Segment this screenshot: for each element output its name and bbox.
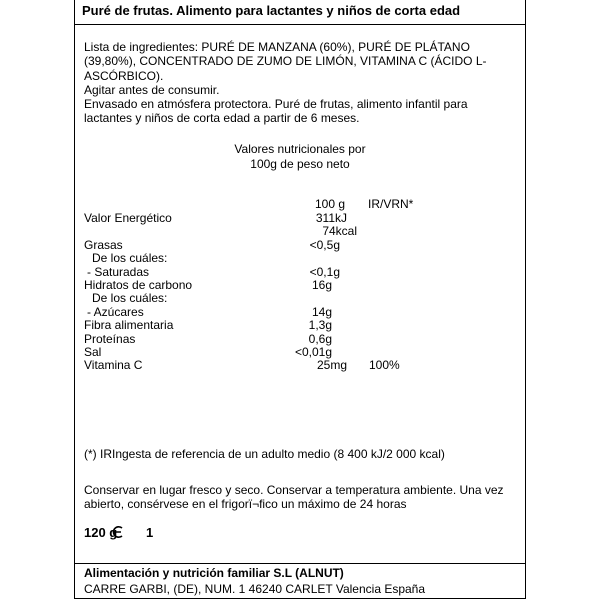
nutrient-label: De los cuáles: — [92, 291, 168, 306]
nutrient-value: 25mg — [316, 358, 347, 373]
nutrient-label: Fibra alimentaria — [84, 318, 174, 333]
nutrient-value: 0,6g — [308, 331, 332, 346]
unit-count: 1 — [146, 525, 154, 540]
column-ir-vrn: IR/VRN* — [368, 197, 414, 211]
nutrient-value: <0,5g — [309, 237, 340, 252]
column-100g: 100 g — [315, 197, 346, 211]
nutrient-value: 1,3g — [308, 318, 332, 333]
nutrition-header-line1: Valores nutricionales por — [234, 142, 366, 156]
nutrient-percent: 100% — [369, 358, 400, 373]
footnote: (*) IRIngesta de referencia de un adulto medio (8 400 kJ/2 000 kcal) — [84, 447, 445, 461]
nutrient-value: 14g — [311, 304, 332, 319]
ingredients-text: Lista de ingredientes: PURÉ DE MANZANA (60%), PURÉ DE PLÁTANO (39,80%), CONCENTRADO DE ZUMO DE LIMÓN, VITAMINA C (ÁCIDO L-ASCÓRBICO). — [84, 40, 487, 83]
nutrient-value: <0,01g — [294, 345, 332, 359]
nutrient-label: Grasas — [84, 237, 123, 252]
nutrient-value: 74kcal — [322, 224, 357, 239]
nutrient-value: 16g — [311, 278, 332, 292]
nutrient-label: - Saturadas — [87, 264, 150, 279]
nutrient-label: Vitamina C — [84, 358, 143, 373]
nutrient-label: De los cuáles: — [92, 251, 168, 266]
nutrient-label: Proteínas — [84, 331, 136, 346]
shake-instruction: Agitar antes de consumir. — [84, 83, 220, 97]
company-address: CARRE GARBI, (DE), NUM. 1 46240 CARLET Valencia España — [84, 582, 426, 596]
packaging-note: Envasado en atmósfera protectora. Puré de frutas, alimento infantil para lactantes y niños de corta edad a partir de 6 meses. — [84, 97, 468, 126]
company-name: Alimentación y nutrición familiar S.L (ALNUT) — [84, 566, 344, 580]
footer-divider — [74, 563, 526, 564]
nutrition-header-line2: 100g de peso neto — [250, 157, 350, 171]
nutrient-label: Hidratos de carbono — [84, 278, 193, 292]
net-weight: 120 g — [84, 525, 118, 540]
product-title: Puré de frutas. Alimento para lactantes y niños de corta edad — [82, 3, 461, 18]
title-divider — [74, 24, 526, 25]
nutrient-label: Sal — [84, 345, 102, 359]
nutrient-value: <0,1g — [309, 264, 340, 279]
nutrient-label: Valor Energético — [84, 211, 172, 225]
storage-instructions: Conservar en lugar fresco y seco. Conservar a temperatura ambiente. Una vez abierto, consérvese en el frigorï¬fico un máximo de 24 horas — [84, 483, 504, 512]
nutrient-label: - Azúcares — [87, 304, 144, 319]
estimated-sign-icon — [111, 525, 125, 539]
nutrient-value: 311kJ — [315, 211, 347, 225]
